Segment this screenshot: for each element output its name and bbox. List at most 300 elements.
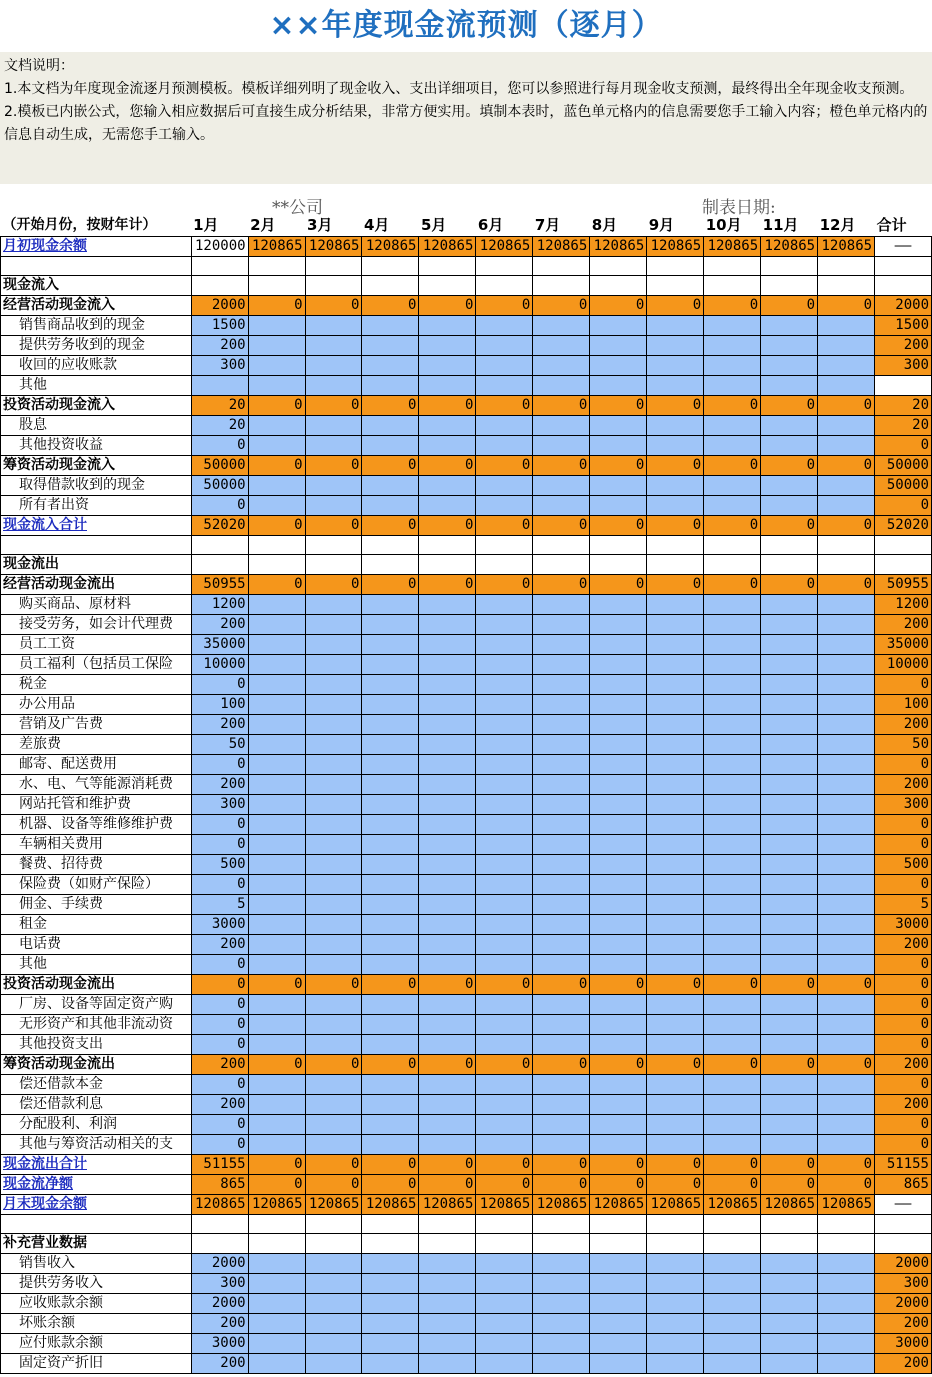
cell-month-3[interactable] (305, 654, 362, 674)
cell-month-3[interactable] (305, 375, 362, 395)
cell-month-7[interactable] (533, 914, 590, 934)
cell-month-3[interactable] (305, 674, 362, 694)
cell-month-5[interactable] (419, 854, 476, 874)
cell-month-12[interactable] (818, 694, 875, 714)
cell-month-10[interactable] (704, 674, 761, 694)
cell-month-1[interactable]: 200 (191, 1313, 248, 1333)
cell-month-5[interactable] (419, 714, 476, 734)
cell-month-3[interactable] (305, 1353, 362, 1373)
cell-month-10[interactable] (704, 1134, 761, 1154)
cell-month-1[interactable]: 0 (191, 1014, 248, 1034)
cell-month-5[interactable] (419, 834, 476, 854)
cell-month-11[interactable] (761, 1074, 818, 1094)
cell-month-9[interactable] (647, 1014, 704, 1034)
cell-month-9[interactable] (647, 475, 704, 495)
cell-month-7[interactable] (533, 415, 590, 435)
cell-month-1[interactable]: 2000 (191, 1293, 248, 1313)
cell-month-4[interactable] (362, 1114, 419, 1134)
cell-month-8[interactable] (590, 1333, 647, 1353)
cell-month-3[interactable] (305, 1253, 362, 1273)
cell-month-11[interactable] (761, 934, 818, 954)
cell-month-12[interactable] (818, 994, 875, 1014)
cell-month-9[interactable] (647, 694, 704, 714)
cell-month-6[interactable] (476, 854, 533, 874)
cell-month-3[interactable] (305, 1094, 362, 1114)
cell-month-10[interactable] (704, 794, 761, 814)
cell-month-12[interactable] (818, 415, 875, 435)
cell-month-2[interactable] (248, 475, 305, 495)
cell-month-9[interactable] (647, 1353, 704, 1373)
cell-month-3[interactable] (305, 1074, 362, 1094)
cell-month-5[interactable] (419, 674, 476, 694)
cell-month-2[interactable] (248, 335, 305, 355)
cell-month-6[interactable] (476, 1253, 533, 1273)
cell-month-6[interactable] (476, 1094, 533, 1114)
cell-month-10[interactable] (704, 495, 761, 515)
cell-month-6[interactable] (476, 794, 533, 814)
cell-month-1[interactable]: 100 (191, 694, 248, 714)
cell-month-8[interactable] (590, 1114, 647, 1134)
cell-month-1[interactable]: 200 (191, 1353, 248, 1373)
cell-month-10[interactable] (704, 1114, 761, 1134)
cell-month-12[interactable] (818, 1074, 875, 1094)
cell-month-4[interactable] (362, 1353, 419, 1373)
cell-month-6[interactable] (476, 1134, 533, 1154)
cell-month-11[interactable] (761, 1293, 818, 1313)
cell-month-1[interactable]: 0 (191, 495, 248, 515)
cell-month-7[interactable] (533, 1313, 590, 1333)
cell-month-2[interactable] (248, 1313, 305, 1333)
cell-month-8[interactable] (590, 475, 647, 495)
cell-month-9[interactable] (647, 355, 704, 375)
cell-month-1[interactable]: 200 (191, 1094, 248, 1114)
cell-month-7[interactable] (533, 335, 590, 355)
cell-month-11[interactable] (761, 914, 818, 934)
cell-month-6[interactable] (476, 475, 533, 495)
cell-month-3[interactable] (305, 634, 362, 654)
cell-month-8[interactable] (590, 1253, 647, 1273)
cell-month-12[interactable] (818, 774, 875, 794)
cell-month-11[interactable] (761, 634, 818, 654)
cell-month-3[interactable] (305, 894, 362, 914)
cell-month-3[interactable] (305, 315, 362, 335)
cell-month-9[interactable] (647, 594, 704, 614)
cell-month-1[interactable]: 3000 (191, 914, 248, 934)
cell-month-10[interactable] (704, 335, 761, 355)
cell-month-7[interactable] (533, 435, 590, 455)
cell-month-7[interactable] (533, 734, 590, 754)
cell-month-4[interactable] (362, 614, 419, 634)
cell-month-7[interactable] (533, 475, 590, 495)
cell-month-10[interactable] (704, 854, 761, 874)
cell-month-11[interactable] (761, 355, 818, 375)
cell-month-12[interactable] (818, 594, 875, 614)
cell-month-2[interactable] (248, 994, 305, 1014)
cell-month-4[interactable] (362, 814, 419, 834)
cell-month-11[interactable] (761, 1353, 818, 1373)
cell-month-1[interactable]: 0 (191, 754, 248, 774)
cell-month-8[interactable] (590, 1293, 647, 1313)
cell-month-2[interactable] (248, 754, 305, 774)
cell-month-7[interactable] (533, 934, 590, 954)
cell-month-1[interactable]: 0 (191, 1034, 248, 1054)
cell-month-12[interactable] (818, 674, 875, 694)
cell-month-1[interactable]: 0 (191, 674, 248, 694)
cell-month-10[interactable] (704, 914, 761, 934)
cell-month-3[interactable] (305, 794, 362, 814)
cell-month-7[interactable] (533, 834, 590, 854)
cell-month-12[interactable] (818, 834, 875, 854)
cell-month-6[interactable] (476, 1074, 533, 1094)
cell-month-8[interactable] (590, 1014, 647, 1034)
cell-month-4[interactable] (362, 734, 419, 754)
cell-month-3[interactable] (305, 614, 362, 634)
cell-month-8[interactable] (590, 1313, 647, 1333)
cell-month-5[interactable] (419, 1353, 476, 1373)
cell-month-9[interactable] (647, 1134, 704, 1154)
cell-month-10[interactable] (704, 874, 761, 894)
cell-month-11[interactable] (761, 874, 818, 894)
cell-month-3[interactable] (305, 694, 362, 714)
cell-month-3[interactable] (305, 714, 362, 734)
cell-month-12[interactable] (818, 874, 875, 894)
cell-month-11[interactable] (761, 375, 818, 395)
cell-month-9[interactable] (647, 794, 704, 814)
cell-month-7[interactable] (533, 694, 590, 714)
cell-month-4[interactable] (362, 694, 419, 714)
cell-month-11[interactable] (761, 994, 818, 1014)
cell-month-12[interactable] (818, 1034, 875, 1054)
cell-month-3[interactable] (305, 734, 362, 754)
cell-month-2[interactable] (248, 774, 305, 794)
cell-month-6[interactable] (476, 774, 533, 794)
cell-month-1[interactable]: 200 (191, 714, 248, 734)
cell-month-2[interactable] (248, 435, 305, 455)
cell-month-6[interactable] (476, 315, 533, 335)
cell-month-3[interactable] (305, 874, 362, 894)
cell-month-12[interactable] (818, 1134, 875, 1154)
cell-month-2[interactable] (248, 894, 305, 914)
cell-month-5[interactable] (419, 355, 476, 375)
cell-month-6[interactable] (476, 594, 533, 614)
cell-month-5[interactable] (419, 435, 476, 455)
cell-month-8[interactable] (590, 814, 647, 834)
cell-month-7[interactable] (533, 1074, 590, 1094)
cell-month-8[interactable] (590, 1034, 647, 1054)
cell-month-11[interactable] (761, 1134, 818, 1154)
cell-month-5[interactable] (419, 1074, 476, 1094)
cell-month-2[interactable] (248, 714, 305, 734)
cell-month-11[interactable] (761, 1014, 818, 1034)
cell-month-1[interactable]: 0 (191, 1134, 248, 1154)
cell-month-6[interactable] (476, 1333, 533, 1353)
cell-month-1[interactable]: 200 (191, 774, 248, 794)
cell-month-11[interactable] (761, 774, 818, 794)
cell-month-2[interactable] (248, 1333, 305, 1353)
cell-month-9[interactable] (647, 1273, 704, 1293)
cell-month-5[interactable] (419, 1313, 476, 1333)
cell-month-3[interactable] (305, 1293, 362, 1313)
cell-month-3[interactable] (305, 594, 362, 614)
cell-month-12[interactable] (818, 934, 875, 954)
cell-month-7[interactable] (533, 954, 590, 974)
cell-month-9[interactable] (647, 1074, 704, 1094)
cell-month-10[interactable] (704, 475, 761, 495)
cell-month-2[interactable] (248, 854, 305, 874)
cell-month-9[interactable] (647, 1313, 704, 1333)
cell-month-6[interactable] (476, 874, 533, 894)
cell-month-2[interactable] (248, 834, 305, 854)
cell-month-1[interactable]: 300 (191, 355, 248, 375)
cell-month-3[interactable] (305, 754, 362, 774)
cell-month-5[interactable] (419, 874, 476, 894)
cell-month-6[interactable] (476, 335, 533, 355)
cell-month-7[interactable] (533, 774, 590, 794)
cell-month-11[interactable] (761, 894, 818, 914)
row-label[interactable]: 月初现金余额 (1, 236, 192, 256)
cell-month-8[interactable] (590, 375, 647, 395)
cell-month-7[interactable] (533, 1134, 590, 1154)
cell-month-1[interactable]: 35000 (191, 634, 248, 654)
cell-month-9[interactable] (647, 1034, 704, 1054)
cell-month-8[interactable] (590, 794, 647, 814)
cell-month-12[interactable] (818, 1014, 875, 1034)
cell-month-3[interactable] (305, 1273, 362, 1293)
cell-month-12[interactable] (818, 335, 875, 355)
cell-month-7[interactable] (533, 1114, 590, 1134)
cell-month-5[interactable] (419, 774, 476, 794)
cell-month-1[interactable]: 0 (191, 1074, 248, 1094)
cell-month-10[interactable] (704, 654, 761, 674)
cell-month-12[interactable] (818, 754, 875, 774)
cell-month-4[interactable] (362, 874, 419, 894)
cell-month-2[interactable] (248, 934, 305, 954)
cell-month-4[interactable] (362, 754, 419, 774)
cell-month-10[interactable] (704, 1353, 761, 1373)
cell-month-12[interactable] (818, 435, 875, 455)
cell-month-2[interactable] (248, 814, 305, 834)
cell-month-5[interactable] (419, 375, 476, 395)
cell-month-11[interactable] (761, 814, 818, 834)
cell-month-5[interactable] (419, 1034, 476, 1054)
cell-month-12[interactable] (818, 1313, 875, 1333)
cell-month-3[interactable] (305, 1114, 362, 1134)
cell-month-3[interactable] (305, 914, 362, 934)
cell-month-9[interactable] (647, 754, 704, 774)
cell-month-7[interactable] (533, 1353, 590, 1373)
cell-month-4[interactable] (362, 1313, 419, 1333)
cell-month-2[interactable] (248, 914, 305, 934)
cell-month-6[interactable] (476, 634, 533, 654)
cell-month-11[interactable] (761, 734, 818, 754)
cell-month-1[interactable]: 200 (191, 934, 248, 954)
cell-month-7[interactable] (533, 854, 590, 874)
cell-month-10[interactable] (704, 754, 761, 774)
cell-month-9[interactable] (647, 714, 704, 734)
cell-month-1[interactable]: 0 (191, 994, 248, 1014)
cell-month-10[interactable] (704, 1293, 761, 1313)
cell-month-9[interactable] (647, 375, 704, 395)
cell-month-10[interactable] (704, 1014, 761, 1034)
cell-month-12[interactable] (818, 1333, 875, 1353)
row-label[interactable]: 月末现金余额 (1, 1194, 192, 1214)
cell-month-11[interactable] (761, 714, 818, 734)
cell-month-7[interactable] (533, 894, 590, 914)
cell-month-6[interactable] (476, 1313, 533, 1333)
cell-month-12[interactable] (818, 614, 875, 634)
cell-month-2[interactable] (248, 634, 305, 654)
cell-month-8[interactable] (590, 774, 647, 794)
cell-month-10[interactable] (704, 894, 761, 914)
cell-month-8[interactable] (590, 854, 647, 874)
cell-month-8[interactable] (590, 714, 647, 734)
cell-month-10[interactable] (704, 315, 761, 335)
cell-month-5[interactable] (419, 934, 476, 954)
cell-month-11[interactable] (761, 335, 818, 355)
cell-month-6[interactable] (476, 1293, 533, 1313)
cell-month-10[interactable] (704, 834, 761, 854)
cell-month-9[interactable] (647, 1253, 704, 1273)
cell-month-4[interactable] (362, 1094, 419, 1114)
cell-month-12[interactable] (818, 495, 875, 515)
cell-month-11[interactable] (761, 475, 818, 495)
cell-month-6[interactable] (476, 1353, 533, 1373)
cell-month-4[interactable] (362, 1293, 419, 1313)
cell-month-1[interactable]: 5 (191, 894, 248, 914)
cell-month-11[interactable] (761, 954, 818, 974)
cell-month-9[interactable] (647, 934, 704, 954)
cell-month-2[interactable] (248, 495, 305, 515)
cell-month-11[interactable] (761, 1114, 818, 1134)
cell-month-12[interactable] (818, 854, 875, 874)
cell-month-3[interactable] (305, 1333, 362, 1353)
cell-month-9[interactable] (647, 994, 704, 1014)
cell-month-10[interactable] (704, 814, 761, 834)
cell-month-9[interactable] (647, 335, 704, 355)
cell-month-5[interactable] (419, 594, 476, 614)
cell-month-4[interactable] (362, 1134, 419, 1154)
cell-month-11[interactable] (761, 854, 818, 874)
cell-month-12[interactable] (818, 315, 875, 335)
cell-month-5[interactable] (419, 1273, 476, 1293)
cell-month-12[interactable] (818, 1094, 875, 1114)
cell-month-4[interactable] (362, 1273, 419, 1293)
cell-month-4[interactable] (362, 1014, 419, 1034)
cell-month-8[interactable] (590, 994, 647, 1014)
cell-month-7[interactable] (533, 874, 590, 894)
cell-month-4[interactable] (362, 914, 419, 934)
cell-month-8[interactable] (590, 694, 647, 714)
cell-month-10[interactable] (704, 694, 761, 714)
cell-month-3[interactable] (305, 355, 362, 375)
cell-month-2[interactable] (248, 1353, 305, 1373)
cell-month-1[interactable]: 1500 (191, 315, 248, 335)
cell-month-6[interactable] (476, 1034, 533, 1054)
cell-month-5[interactable] (419, 654, 476, 674)
cell-month-4[interactable] (362, 475, 419, 495)
cell-month-9[interactable] (647, 415, 704, 435)
cell-month-8[interactable] (590, 614, 647, 634)
cell-month-9[interactable] (647, 954, 704, 974)
cell-month-10[interactable] (704, 774, 761, 794)
cell-month-4[interactable] (362, 934, 419, 954)
cell-month-9[interactable] (647, 634, 704, 654)
cell-month-4[interactable] (362, 954, 419, 974)
cell-month-6[interactable] (476, 914, 533, 934)
cell-month-10[interactable] (704, 634, 761, 654)
cell-month-3[interactable] (305, 934, 362, 954)
cell-month-11[interactable] (761, 415, 818, 435)
cell-month-7[interactable] (533, 814, 590, 834)
cell-month-2[interactable] (248, 375, 305, 395)
cell-month-4[interactable] (362, 834, 419, 854)
cell-month-7[interactable] (533, 1333, 590, 1353)
cell-month-2[interactable] (248, 954, 305, 974)
cell-month-8[interactable] (590, 1074, 647, 1094)
cell-month-6[interactable] (476, 495, 533, 515)
cell-month-2[interactable] (248, 1273, 305, 1293)
cell-month-8[interactable] (590, 954, 647, 974)
cell-month-1[interactable]: 0 (191, 435, 248, 455)
cell-month-10[interactable] (704, 1074, 761, 1094)
cell-month-6[interactable] (476, 674, 533, 694)
cell-month-12[interactable] (818, 894, 875, 914)
cell-month-6[interactable] (476, 714, 533, 734)
cell-month-7[interactable] (533, 1293, 590, 1313)
cell-month-5[interactable] (419, 994, 476, 1014)
cell-month-8[interactable] (590, 834, 647, 854)
cell-month-6[interactable] (476, 994, 533, 1014)
cell-month-10[interactable] (704, 1253, 761, 1273)
cell-month-3[interactable] (305, 814, 362, 834)
cell-month-9[interactable] (647, 874, 704, 894)
cell-month-4[interactable] (362, 355, 419, 375)
cell-month-11[interactable] (761, 435, 818, 455)
cell-month-7[interactable] (533, 1273, 590, 1293)
cell-month-5[interactable] (419, 1333, 476, 1353)
cell-month-10[interactable] (704, 1094, 761, 1114)
cell-month-5[interactable] (419, 954, 476, 974)
cell-month-11[interactable] (761, 1273, 818, 1293)
cell-month-8[interactable] (590, 335, 647, 355)
cell-month-4[interactable] (362, 714, 419, 734)
cell-month-2[interactable] (248, 654, 305, 674)
cell-month-2[interactable] (248, 594, 305, 614)
cell-month-3[interactable] (305, 1034, 362, 1054)
cell-month-1[interactable]: 3000 (191, 1333, 248, 1353)
cell-month-5[interactable] (419, 734, 476, 754)
cell-month-5[interactable] (419, 754, 476, 774)
cell-month-9[interactable] (647, 435, 704, 455)
cell-month-4[interactable] (362, 315, 419, 335)
cell-month-8[interactable] (590, 315, 647, 335)
cell-month-2[interactable] (248, 415, 305, 435)
cell-month-8[interactable] (590, 634, 647, 654)
cell-month-11[interactable] (761, 674, 818, 694)
cell-month-9[interactable] (647, 1094, 704, 1114)
cell-month-5[interactable] (419, 315, 476, 335)
cell-month-8[interactable] (590, 734, 647, 754)
cell-month-4[interactable] (362, 654, 419, 674)
cell-month-9[interactable] (647, 734, 704, 754)
cell-month-1[interactable]: 0 (191, 834, 248, 854)
cell-month-12[interactable] (818, 475, 875, 495)
cell-month-3[interactable] (305, 495, 362, 515)
cell-month-11[interactable] (761, 1313, 818, 1333)
cell-month-3[interactable] (305, 774, 362, 794)
cell-month-11[interactable] (761, 1253, 818, 1273)
cell-month-5[interactable] (419, 475, 476, 495)
